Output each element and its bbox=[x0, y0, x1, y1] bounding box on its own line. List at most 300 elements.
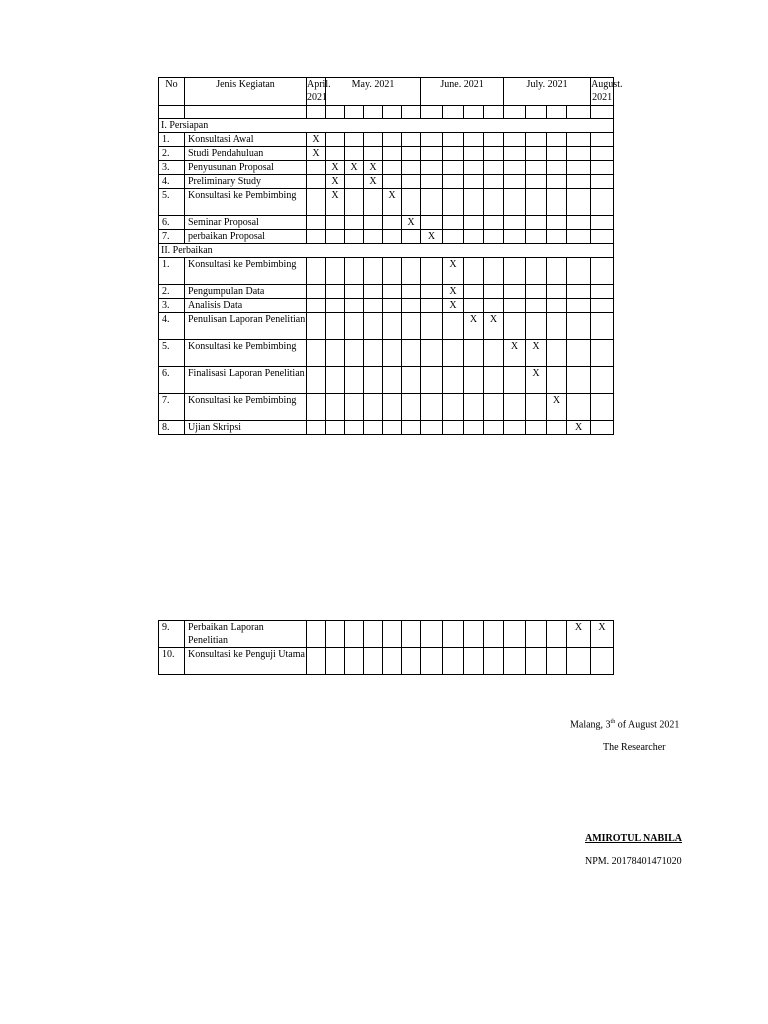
signature-date-suffix: th bbox=[610, 719, 616, 725]
schedule-cell bbox=[364, 394, 383, 421]
header-no: No bbox=[159, 78, 185, 106]
schedule-cell bbox=[504, 367, 526, 394]
schedule-cell bbox=[567, 648, 591, 675]
schedule-cell bbox=[402, 175, 421, 189]
schedule-cell bbox=[345, 133, 364, 147]
row-number: 1. bbox=[159, 258, 185, 285]
schedule-mark: X bbox=[326, 189, 345, 216]
schedule-cell bbox=[383, 175, 402, 189]
schedule-cell bbox=[526, 648, 547, 675]
schedule-cell bbox=[364, 230, 383, 244]
schedule-cell bbox=[504, 230, 526, 244]
schedule-cell bbox=[504, 648, 526, 675]
schedule-cell bbox=[345, 175, 364, 189]
schedule-cell bbox=[402, 230, 421, 244]
schedule-cell bbox=[443, 147, 464, 161]
schedule-cell bbox=[547, 313, 567, 340]
signature-place-date bbox=[570, 719, 679, 730]
schedule-cell bbox=[345, 421, 364, 435]
schedule-cell bbox=[345, 340, 364, 367]
schedule-cell bbox=[484, 161, 504, 175]
schedule-cell bbox=[591, 285, 614, 299]
schedule-cell bbox=[547, 161, 567, 175]
schedule-cell bbox=[464, 340, 484, 367]
table-row bbox=[159, 299, 614, 313]
table-row bbox=[159, 648, 614, 675]
schedule-cell bbox=[504, 133, 526, 147]
activity-name: Konsultasi ke Pembimbing bbox=[185, 189, 307, 216]
table-row bbox=[159, 147, 614, 161]
schedule-cell bbox=[547, 258, 567, 285]
table-row bbox=[159, 421, 614, 435]
schedule-cell bbox=[364, 299, 383, 313]
empty-cell bbox=[504, 106, 526, 119]
schedule-cell bbox=[402, 147, 421, 161]
schedule-cell bbox=[526, 421, 547, 435]
schedule-cell bbox=[402, 258, 421, 285]
row-number: 4. bbox=[159, 313, 185, 340]
empty-cell bbox=[159, 106, 185, 119]
schedule-cell bbox=[484, 394, 504, 421]
schedule-cell bbox=[591, 175, 614, 189]
schedule-cell bbox=[464, 367, 484, 394]
schedule-cell bbox=[326, 621, 345, 648]
schedule-cell bbox=[421, 340, 443, 367]
empty-cell bbox=[526, 106, 547, 119]
schedule-cell bbox=[567, 133, 591, 147]
schedule-cell bbox=[307, 175, 326, 189]
schedule-cell bbox=[326, 340, 345, 367]
schedule-cell bbox=[421, 216, 443, 230]
schedule-cell bbox=[591, 313, 614, 340]
schedule-cell bbox=[307, 258, 326, 285]
table-row bbox=[159, 216, 614, 230]
activity-name: Konsultasi ke Pembimbing bbox=[185, 394, 307, 421]
empty-cell bbox=[383, 106, 402, 119]
activity-name: Konsultasi ke Pembimbing bbox=[185, 340, 307, 367]
schedule-cell bbox=[402, 161, 421, 175]
row-number: 4. bbox=[159, 175, 185, 189]
schedule-cell bbox=[307, 621, 326, 648]
empty-cell bbox=[567, 106, 591, 119]
activity-name: Preliminary Study bbox=[185, 175, 307, 189]
schedule-cell bbox=[591, 367, 614, 394]
schedule-cell bbox=[484, 421, 504, 435]
schedule-cell bbox=[383, 340, 402, 367]
row-number: 5. bbox=[159, 340, 185, 367]
schedule-cell bbox=[307, 313, 326, 340]
empty-cell bbox=[326, 106, 345, 119]
schedule-cell bbox=[383, 147, 402, 161]
schedule-cell bbox=[591, 216, 614, 230]
schedule-mark: X bbox=[307, 147, 326, 161]
row-number: 8. bbox=[159, 421, 185, 435]
schedule-cell bbox=[307, 216, 326, 230]
row-number: 3. bbox=[159, 299, 185, 313]
schedule-table bbox=[158, 77, 623, 435]
schedule-cell bbox=[464, 133, 484, 147]
schedule-cell bbox=[567, 340, 591, 367]
schedule-cell bbox=[591, 394, 614, 421]
empty-cell bbox=[547, 106, 567, 119]
schedule-cell bbox=[591, 258, 614, 285]
schedule-cell bbox=[484, 648, 504, 675]
schedule-cell bbox=[345, 648, 364, 675]
schedule-cell bbox=[504, 394, 526, 421]
activity-name: Studi Pendahuluan bbox=[185, 147, 307, 161]
activity-name: Finalisasi Laporan Penelitian bbox=[185, 367, 307, 394]
schedule-cell bbox=[464, 299, 484, 313]
schedule-mark: X bbox=[464, 313, 484, 340]
schedule-mark: X bbox=[421, 230, 443, 244]
schedule-cell bbox=[402, 621, 421, 648]
empty-cell bbox=[421, 106, 443, 119]
schedule-cell bbox=[443, 313, 464, 340]
schedule-cell bbox=[591, 421, 614, 435]
table-row bbox=[159, 621, 614, 648]
row-number: 6. bbox=[159, 367, 185, 394]
schedule-cell bbox=[547, 367, 567, 394]
schedule-cell bbox=[421, 621, 443, 648]
schedule-cell bbox=[591, 189, 614, 216]
schedule-cell bbox=[402, 367, 421, 394]
schedule-cell bbox=[547, 299, 567, 313]
section-row bbox=[159, 244, 614, 258]
schedule-cell bbox=[484, 340, 504, 367]
schedule-cell bbox=[307, 230, 326, 244]
schedule-cell bbox=[504, 313, 526, 340]
schedule-cell bbox=[504, 147, 526, 161]
schedule-cell bbox=[383, 285, 402, 299]
row-number: 10. bbox=[159, 648, 185, 675]
table-row bbox=[159, 133, 614, 147]
schedule-cell bbox=[383, 394, 402, 421]
section-title: I. Persiapan bbox=[159, 119, 614, 133]
schedule-cell bbox=[383, 216, 402, 230]
schedule-cell bbox=[526, 133, 547, 147]
schedule-cell bbox=[464, 648, 484, 675]
schedule-cell bbox=[345, 258, 364, 285]
schedule-cell bbox=[421, 258, 443, 285]
schedule-cell bbox=[504, 621, 526, 648]
empty-cell bbox=[443, 106, 464, 119]
schedule-cell bbox=[421, 313, 443, 340]
schedule-cell bbox=[526, 161, 547, 175]
schedule-cell bbox=[591, 648, 614, 675]
schedule-cell bbox=[464, 421, 484, 435]
row-number: 5. bbox=[159, 189, 185, 216]
schedule-cell bbox=[402, 189, 421, 216]
schedule-cell bbox=[443, 421, 464, 435]
schedule-cell bbox=[547, 189, 567, 216]
header-month: July. 2021 bbox=[504, 78, 591, 106]
schedule-cell bbox=[307, 394, 326, 421]
activity-name: Konsultasi ke Pembimbing bbox=[185, 258, 307, 285]
table-row bbox=[159, 313, 614, 340]
schedule-cell bbox=[326, 230, 345, 244]
schedule-cell bbox=[484, 230, 504, 244]
schedule-cell bbox=[484, 285, 504, 299]
schedule-cell bbox=[464, 147, 484, 161]
schedule-cell bbox=[326, 285, 345, 299]
schedule-cell bbox=[443, 340, 464, 367]
schedule-cell bbox=[307, 648, 326, 675]
schedule-mark: X bbox=[364, 161, 383, 175]
table-row bbox=[159, 340, 614, 367]
activity-name: Penyusunan Proposal bbox=[185, 161, 307, 175]
schedule-cell bbox=[307, 285, 326, 299]
schedule-cell bbox=[364, 216, 383, 230]
activity-name: perbaikan Proposal bbox=[185, 230, 307, 244]
schedule-mark: X bbox=[326, 161, 345, 175]
activity-name: Ujian Skripsi bbox=[185, 421, 307, 435]
schedule-mark: X bbox=[443, 285, 464, 299]
header-month: May. 2021 bbox=[326, 78, 421, 106]
schedule-cell bbox=[547, 147, 567, 161]
schedule-cell bbox=[443, 367, 464, 394]
row-number: 2. bbox=[159, 147, 185, 161]
schedule-cell bbox=[402, 421, 421, 435]
table-row bbox=[159, 189, 614, 216]
schedule-cell bbox=[421, 175, 443, 189]
schedule-cell bbox=[526, 258, 547, 285]
schedule-mark: X bbox=[307, 133, 326, 147]
header-month: April. 2021 bbox=[307, 78, 326, 106]
schedule-cell bbox=[421, 367, 443, 394]
schedule-cell bbox=[326, 648, 345, 675]
schedule-mark: X bbox=[383, 189, 402, 216]
schedule-cell bbox=[464, 394, 484, 421]
schedule-mark: X bbox=[364, 175, 383, 189]
schedule-cell bbox=[421, 147, 443, 161]
schedule-cell bbox=[383, 133, 402, 147]
schedule-cell bbox=[504, 216, 526, 230]
schedule-cell bbox=[484, 175, 504, 189]
schedule-mark: X bbox=[504, 340, 526, 367]
schedule-cell bbox=[345, 621, 364, 648]
schedule-cell bbox=[526, 394, 547, 421]
schedule-cell bbox=[383, 648, 402, 675]
schedule-cell bbox=[567, 394, 591, 421]
schedule-cell bbox=[364, 421, 383, 435]
schedule-cell bbox=[326, 133, 345, 147]
activity-name: Seminar Proposal bbox=[185, 216, 307, 230]
empty-cell bbox=[185, 106, 307, 119]
schedule-cell bbox=[383, 230, 402, 244]
schedule-cell bbox=[443, 175, 464, 189]
schedule-cell bbox=[421, 285, 443, 299]
signature-date-rest: of August 2021 bbox=[615, 719, 680, 731]
schedule-cell bbox=[567, 285, 591, 299]
schedule-table-continued bbox=[158, 620, 614, 675]
schedule-cell bbox=[484, 367, 504, 394]
schedule-cell bbox=[504, 285, 526, 299]
table-row bbox=[159, 258, 614, 285]
empty-cell bbox=[464, 106, 484, 119]
schedule-cell bbox=[526, 299, 547, 313]
section-row bbox=[159, 119, 614, 133]
schedule-cell bbox=[307, 299, 326, 313]
schedule-cell bbox=[567, 230, 591, 244]
schedule-cell bbox=[567, 161, 591, 175]
schedule-cell bbox=[345, 285, 364, 299]
row-number: 2. bbox=[159, 285, 185, 299]
schedule-cell bbox=[326, 299, 345, 313]
schedule-cell bbox=[364, 285, 383, 299]
schedule-cell bbox=[364, 340, 383, 367]
schedule-cell bbox=[443, 189, 464, 216]
schedule-cell bbox=[591, 133, 614, 147]
schedule-cell bbox=[591, 230, 614, 244]
header-month: June. 2021 bbox=[421, 78, 504, 106]
schedule-cell bbox=[567, 189, 591, 216]
schedule-cell bbox=[464, 230, 484, 244]
empty-cell bbox=[307, 106, 326, 119]
schedule-cell bbox=[421, 421, 443, 435]
schedule-cell bbox=[307, 367, 326, 394]
section-title: II. Perbaikan bbox=[159, 244, 614, 258]
schedule-mark: X bbox=[345, 161, 364, 175]
schedule-cell bbox=[326, 216, 345, 230]
schedule-cell bbox=[547, 216, 567, 230]
schedule-mark: X bbox=[443, 258, 464, 285]
empty-cell bbox=[484, 106, 504, 119]
empty-cell bbox=[402, 106, 421, 119]
schedule-cell bbox=[526, 175, 547, 189]
table-row bbox=[159, 285, 614, 299]
row-number: 7. bbox=[159, 230, 185, 244]
schedule-cell bbox=[383, 421, 402, 435]
signature-npm: NPM. 20178401471020 bbox=[585, 856, 682, 867]
schedule-cell bbox=[526, 230, 547, 244]
activity-name: Konsultasi ke Penguji Utama bbox=[185, 648, 307, 675]
schedule-mark: X bbox=[591, 621, 614, 648]
schedule-cell bbox=[591, 147, 614, 161]
schedule-cell bbox=[364, 147, 383, 161]
schedule-cell bbox=[504, 258, 526, 285]
schedule-cell bbox=[307, 189, 326, 216]
schedule-cell bbox=[484, 189, 504, 216]
schedule-cell bbox=[402, 299, 421, 313]
schedule-cell bbox=[326, 421, 345, 435]
schedule-mark: X bbox=[526, 340, 547, 367]
schedule-cell bbox=[364, 648, 383, 675]
schedule-cell bbox=[567, 175, 591, 189]
schedule-cell bbox=[526, 216, 547, 230]
schedule-cell bbox=[547, 621, 567, 648]
activity-name: Konsultasi Awal bbox=[185, 133, 307, 147]
schedule-cell bbox=[421, 189, 443, 216]
header-activity: Jenis Kegiatan bbox=[185, 78, 307, 106]
schedule-cell bbox=[547, 285, 567, 299]
row-number: 6. bbox=[159, 216, 185, 230]
table-row bbox=[159, 367, 614, 394]
schedule-cell bbox=[443, 394, 464, 421]
schedule-cell bbox=[504, 175, 526, 189]
schedule-cell bbox=[402, 313, 421, 340]
schedule-cell bbox=[464, 175, 484, 189]
schedule-cell bbox=[345, 367, 364, 394]
schedule-mark: X bbox=[547, 394, 567, 421]
schedule-cell bbox=[443, 230, 464, 244]
schedule-cell bbox=[591, 340, 614, 367]
schedule-cell bbox=[345, 216, 364, 230]
schedule-cell bbox=[484, 147, 504, 161]
schedule-cell bbox=[484, 299, 504, 313]
schedule-cell bbox=[443, 161, 464, 175]
schedule-mark: X bbox=[402, 216, 421, 230]
schedule-cell bbox=[526, 621, 547, 648]
schedule-mark: X bbox=[484, 313, 504, 340]
schedule-cell bbox=[591, 161, 614, 175]
schedule-cell bbox=[383, 299, 402, 313]
schedule-cell bbox=[591, 299, 614, 313]
schedule-cell bbox=[443, 133, 464, 147]
schedule-cell bbox=[567, 147, 591, 161]
schedule-cell bbox=[567, 313, 591, 340]
schedule-mark: X bbox=[567, 621, 591, 648]
schedule-cell bbox=[547, 648, 567, 675]
schedule-cell bbox=[547, 230, 567, 244]
schedule-cell bbox=[421, 648, 443, 675]
schedule-cell bbox=[484, 621, 504, 648]
schedule-cell bbox=[345, 394, 364, 421]
schedule-cell bbox=[526, 189, 547, 216]
schedule-cell bbox=[464, 161, 484, 175]
schedule-cell bbox=[504, 299, 526, 313]
signature-date-prefix: Malang, 3 bbox=[570, 719, 611, 731]
schedule-cell bbox=[421, 161, 443, 175]
row-number: 1. bbox=[159, 133, 185, 147]
schedule-cell bbox=[443, 621, 464, 648]
schedule-cell bbox=[443, 648, 464, 675]
schedule-cell bbox=[345, 147, 364, 161]
table-row bbox=[159, 394, 614, 421]
schedule-cell bbox=[383, 367, 402, 394]
table-row bbox=[159, 175, 614, 189]
schedule-cell bbox=[421, 394, 443, 421]
schedule-cell bbox=[526, 285, 547, 299]
header-month: August. 2021 bbox=[591, 78, 614, 106]
schedule-cell bbox=[421, 133, 443, 147]
schedule-cell bbox=[326, 147, 345, 161]
schedule-cell bbox=[464, 216, 484, 230]
schedule-cell bbox=[464, 189, 484, 216]
schedule-cell bbox=[504, 189, 526, 216]
empty-cell bbox=[364, 106, 383, 119]
schedule-cell bbox=[402, 394, 421, 421]
schedule-cell bbox=[307, 421, 326, 435]
row-number: 7. bbox=[159, 394, 185, 421]
schedule-cell bbox=[547, 421, 567, 435]
schedule-cell bbox=[364, 258, 383, 285]
schedule-cell bbox=[504, 161, 526, 175]
schedule-mark: X bbox=[326, 175, 345, 189]
schedule-cell bbox=[526, 313, 547, 340]
table-header-row bbox=[159, 78, 614, 106]
schedule-cell bbox=[383, 313, 402, 340]
schedule-cell bbox=[383, 161, 402, 175]
activity-name: Pengumpulan Data bbox=[185, 285, 307, 299]
empty-cell bbox=[591, 106, 614, 119]
schedule-cell bbox=[326, 258, 345, 285]
schedule-cell bbox=[443, 216, 464, 230]
schedule-cell bbox=[345, 189, 364, 216]
schedule-cell bbox=[567, 367, 591, 394]
schedule-cell bbox=[326, 367, 345, 394]
row-number: 3. bbox=[159, 161, 185, 175]
schedule-cell bbox=[464, 285, 484, 299]
